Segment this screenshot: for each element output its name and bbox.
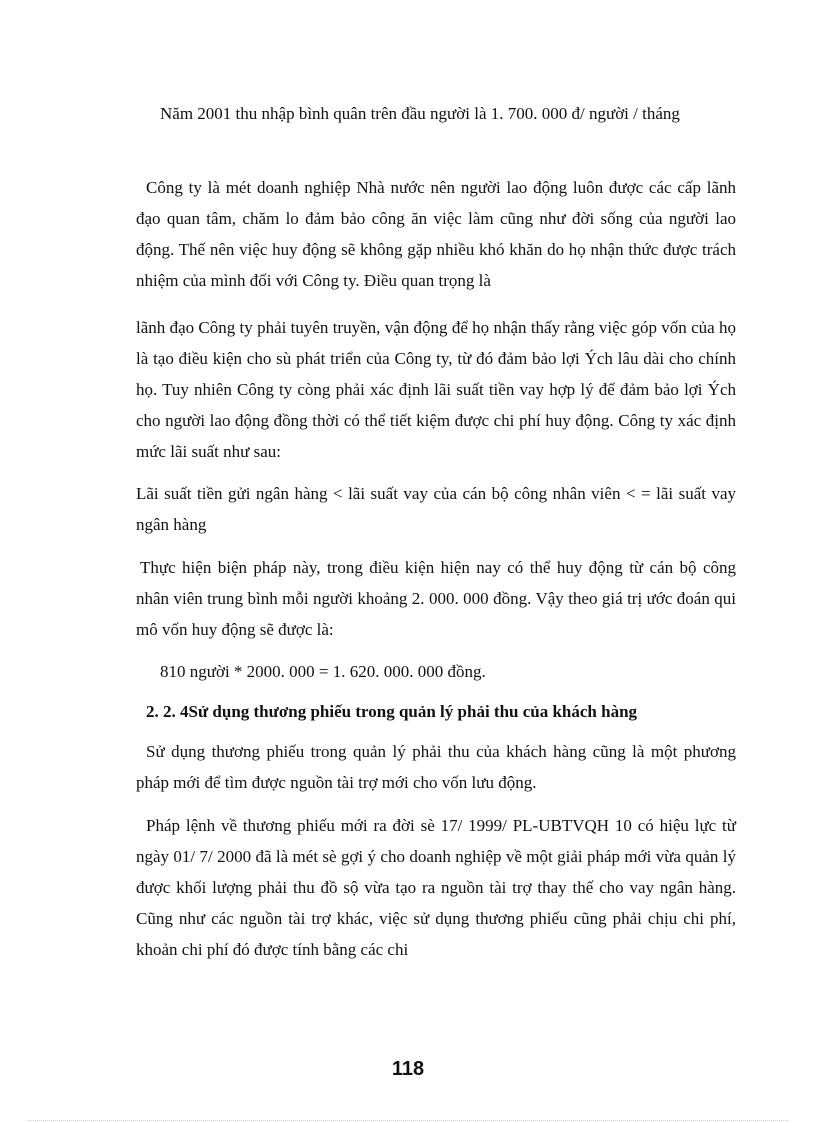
paragraph-leadership-propaganda: lãnh đạo Công ty phải tuyên truyền, vận động để họ nhận thấy rằng việc góp vốn của họ là tạo điều kiện cho sù phát triển của Công ty, từ đó đảm bảo lợi Ých lâu dài cho chính họ. Tuy nhiên Công ty còng phải xác định lãi suất tiền vay hợp lý để đảm bảo lợi Ých cho người lao động đồng thời có thể tiết kiệm được chi phí huy động. Công ty xác định mức lãi suất như sau: [136, 318, 736, 461]
capital-formula: 810 người * 2000. 000 = 1. 620. 000. 000 đồng. [160, 662, 486, 681]
page-number: 118 [391, 1058, 425, 1080]
paragraph-commercial-paper-intro: Sử dụng thương phiếu trong quản lý phải thu của khách hàng cũng là một phương pháp mới để tìm được nguồn tài trợ mới cho vốn lưu động. [136, 742, 736, 792]
footer-divider [28, 1120, 788, 1121]
paragraph-state-enterprise: Công ty là mét doanh nghiệp Nhà nước nên người lao động luôn được các cấp lãnh đạo quan tâm, chăm lo đảm bảo công ăn việc làm cũng như đời sống của người lao động. Thế nên việc huy động sẽ không gặp nhiều khó khăn do họ nhận thức được trách nhiệm của mình đối với Công ty. Điều quan trọng là [136, 178, 736, 290]
section-heading-2-2-4: 2. 2. 4Sử dụng thương phiếu trong quản lý phải thu của khách hàng [146, 702, 638, 721]
paragraph-commercial-paper-ordinance: Pháp lệnh về thương phiếu mới ra đời sè 17/ 1999/ PL-UBTVQH 10 có hiệu lực từ ngày 01/ 7/ 2000 đã là mét sè gợi ý cho doanh nghiệp về một giải pháp mới vừa quản lý được khối lượng phải thu đồ sộ vừa tạo ra nguồn tài trợ thay thế cho vay ngân hàng. Cũng như các nguồn tài trợ khác, việc sử dụng thương phiếu cũng phải chịu chi phí, khoản chi phí đó được tính bằng các chi [136, 816, 736, 959]
paragraph-interest-rate-inequality: Lãi suất tiền gửi ngân hàng < lãi suất vay của cán bộ công nhân viên < = lãi suất vay ngân hàng [136, 484, 736, 534]
paragraph-income-2001: Năm 2001 thu nhập bình quân trên đầu người là 1. 700. 000 đ/ người / tháng [160, 104, 680, 123]
paragraph-mobilization-estimate: Thực hiện biện pháp này, trong điều kiện hiện nay có thể huy động từ cán bộ công nhân viên trung bình mỗi người khoảng 2. 000. 000 đồng. Vậy theo giá trị ước đoán qui mô vốn huy động sẽ được là: [136, 558, 736, 639]
